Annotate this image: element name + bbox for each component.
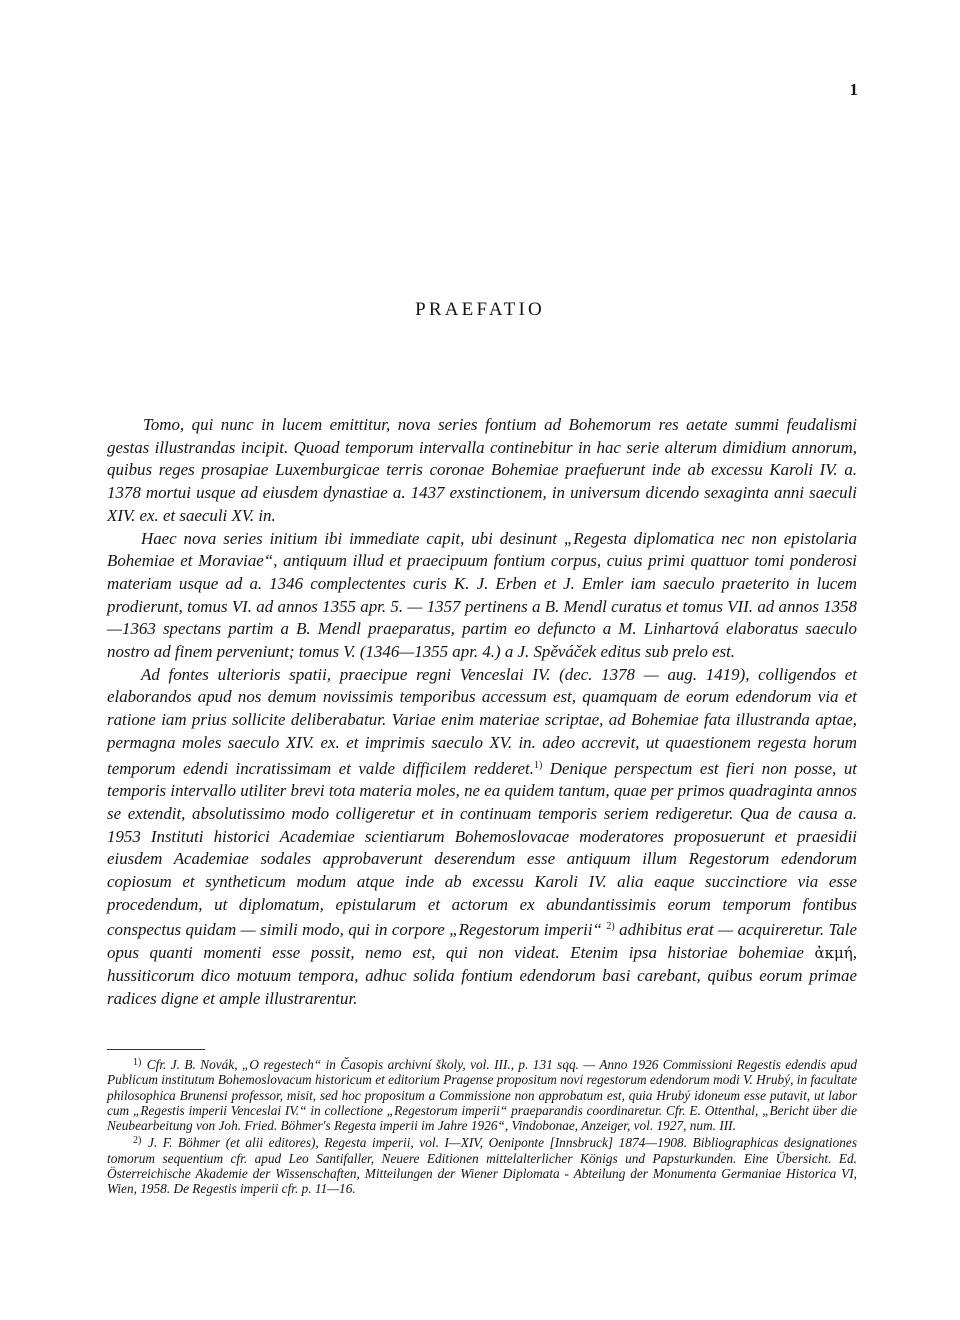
footnote-2-text: J. F. Böhmer (et alii editores), Regesta imperii, vol. I—XIV, Oeniponte [Innsbruck] 1874—1908. Bibliographicas designationes tomorum sequentium cfr. apud Leo Santifaller, Neuere Editionen mittelalterlicher Königs und Papsturkunden. Eine Übersicht. Ed. Österreichische Akademie der Wissenschaften, Mitteilungen der Wiener Diplomata - Abteilung der Monumenta Germaniae Historica VI, Wien, 1958. De Regestis imperii cfr. p. 11—16. bbox=[107, 1135, 857, 1197]
footnote-1 bbox=[107, 1055, 857, 1133]
footnote-ref-2: 2) bbox=[606, 921, 615, 933]
paragraph-2: Haec nova series initium ibi immediate capit, ubi desinunt „Regesta diplomatica nec non epistolaria Bohemiae et Moraviae“, antiquum illud et praecipuum fontium corpus, cuius primi quattuor tomi ponderosi materiam usque ad a. 1346 complectentes curis K. J. Erben et J. Emler iam saeculo praeterito in lucem prodierunt, tomus VI. ad annos 1355 apr. 5. — 1357 pertinens a B. Mendl curatus et tomus VII. ad annos 1358—1363 spectans partim a B. Mendl praeparatus, partim eo defuncto a M. Linhartová elaboratus saeculo nostro ad finem perveniunt; tomus V. (1346—1355 apr. 4.) a J. Spěváček editus sub prelo est. bbox=[107, 528, 857, 662]
greek-word: ἀκμή bbox=[814, 944, 853, 963]
footnote-2-mark: 2) bbox=[133, 1135, 142, 1147]
preface-body bbox=[107, 414, 857, 1010]
paragraph-3-part-b: Denique perspectum est fieri non posse, ut temporis intervallo utiliter brevi tota materia moles, ne ea quidem tantum, quae per primos quadraginta annos se extendit, absolutissimo modo colligeretur et in continuam temporis seriem redigeretur. Qua de causa a. 1953 Instituti historici Academiae scientiarum Bohemoslovacae moderatores proposuerunt et praesidii eiusdem Academiae sodales approbaverunt deserendum esse antiquum illum Regestorum edendorum copiosum et syntheticum modum atque inde ab excessu Karoli IV. alia eaque succinctiore via esse procedendum, ut diplomatum, epistularum et actorum ex abundantissimis eorum temporum fontibus conspectus quidam — simili modo, qui in corpore „Regestorum imperii“ bbox=[107, 758, 857, 940]
paragraph-3-part-c: adhibitus erat — acquireretur. Tale opus quanti momenti esse possit, nemo est, qui non videat. Etenim ipsa historiae bohemiae bbox=[107, 920, 857, 963]
footnote-ref-1: 1) bbox=[533, 759, 543, 771]
paragraph-3 bbox=[107, 664, 857, 1011]
paragraph-1: Tomo, qui nunc in lucem emittitur, nova series fontium ad Bohemorum res aetate summi feudalismi gestas illustrandas incipit. Quoad temporum intervalla continebitur in hac serie alterum dimidium annorum, quibus reges prosapiae Luxemburgicae terris coronae Bohemiae praefuerunt inde ab excessu Karoli IV. a. 1378 mortui usque ad eiusdem dynastiae a. 1437 exstinctionem, in universum dicendo sexaginta anni saeculi XIV. ex. et saeculi XV. in. bbox=[107, 415, 857, 525]
footnote-1-mark: 1) bbox=[133, 1057, 142, 1068]
footnote-1-text: Cfr. J. B. Novák, „O regestech“ in Časopis archivní školy, vol. III., p. 131 sqq. — Anno 1926 Commissioni Regestis edendis apud Publicum institutum Bohemoslovacum historicum et editorium Pragense propositum novi regestorum edendorum modi V. Hrubý, in facultate philosophica Brunensi professor, misit, sed hoc propositum a Commissione non approbatum est, quia Hrubý idoneum esse putavit, ut labor cum „Regestis imperii Venceslai IV.“ in collectione „Regestorum imperii“ praeparandis coordinaretur. Cfr. E. Ottenthal, „Bericht über die Neubearbeitung von Joh. Fried. Böhmer's Regesta imperii im Jahre 1926“, Vindobonae, Anzeiger, vol. 1927, num. III. bbox=[107, 1057, 857, 1134]
footnote-divider bbox=[107, 1049, 205, 1050]
paragraph-3-part-a: Ad fontes ulterioris spatii, praecipue regni Venceslai IV. (dec. 1378 — aug. 1419), colligendos et elaborandos apud nos demum novissimis temporibus accessum est, quamquam de eorum edendorum via et ratione iam prius sollicite deliberabatur. Variae enim materiae scriptae, ad Bohemiae fata illustranda aptae, permagna moles saeculo XIV. ex. et imprimis saeculo XV. in. adeo accrevit, ut quaestionem regesta horum temporum edendi incratissimam et valde difficilem redderet. bbox=[107, 664, 857, 778]
page-number: 1 bbox=[849, 80, 858, 99]
footnote-2 bbox=[107, 1133, 857, 1196]
footnotes bbox=[107, 1055, 857, 1197]
page-title: PRAEFATIO bbox=[415, 299, 545, 320]
paragraph-3-part-d: , hussiticorum dico motuum tempora, adhuc solida fontium edendorum basi carebant, quibus eorum primae radices digne et ample illustrarentur. bbox=[107, 943, 857, 1008]
